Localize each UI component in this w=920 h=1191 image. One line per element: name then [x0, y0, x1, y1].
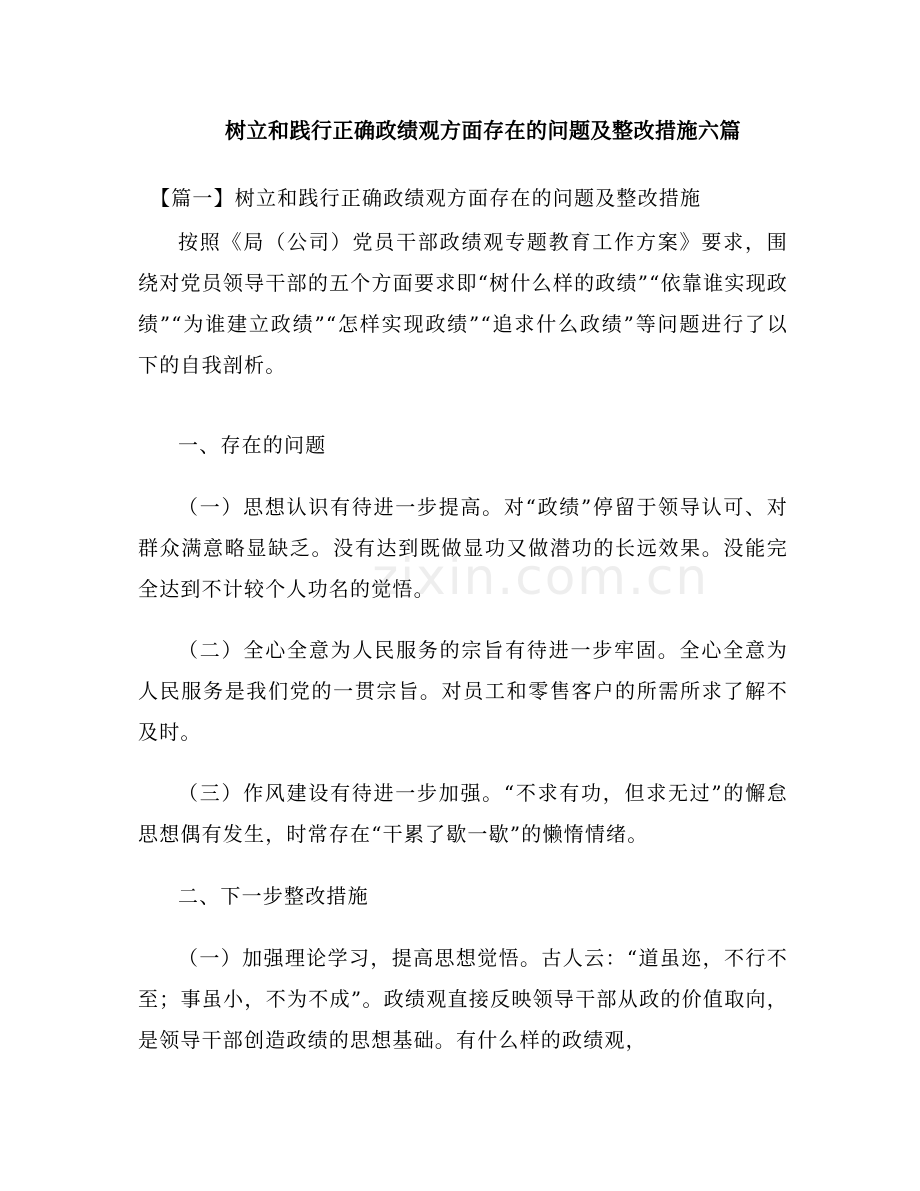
intro-paragraph: 按照《局（公司）党员干部政绩观专题教育工作方案》要求，围绕对党员领导干部的五个方面要求即“树什么样的政绩”“依靠谁实现政绩”“为谁建立政绩”“怎样实现政绩”“追求什么政绩”等问题进行了以下的自我剖析。 — [138, 230, 788, 377]
document-title: 树立和践行正确政绩观方面存在的问题及整改措施六篇 — [225, 119, 741, 143]
problem-paragraph-2: （二）全心全意为人民服务的宗旨有待进一步牢固。全心全意为人民服务是我们党的一贯宗旨。对员工和零售客户的所需所求了解不及时。 — [138, 638, 788, 744]
section-heading-measures: 二、下一步整改措施 — [178, 884, 369, 908]
watermark: zixin.com.cn — [372, 548, 710, 606]
problem-paragraph-1: （一）思想认识有待进一步提高。对“政绩”停留于领导认可、对群众满意略显缺乏。没有达到既做显功又做潜功的长远效果。没能完全达到不计较个人功名的觉悟。 — [138, 495, 788, 601]
measure-paragraph-1: （一）加强理论学习，提高思想觉悟。古人云：“道虽迩，不行不至；事虽小，不为不成”。政绩观直接反映领导干部从政的价值取向，是领导干部创造政绩的思想基础。有什么样的政绩观， — [138, 946, 788, 1052]
section-heading-problems: 一、存在的问题 — [178, 433, 327, 457]
section-subtitle: 【篇一】树立和践行正确政绩观方面存在的问题及整改措施 — [150, 186, 702, 210]
problem-paragraph-3: （三）作风建设有待进一步加强。“不求有功，但求无过”的懈怠思想偶有发生，时常存在“干累了歇一歇”的懒惰情绪。 — [138, 781, 788, 846]
